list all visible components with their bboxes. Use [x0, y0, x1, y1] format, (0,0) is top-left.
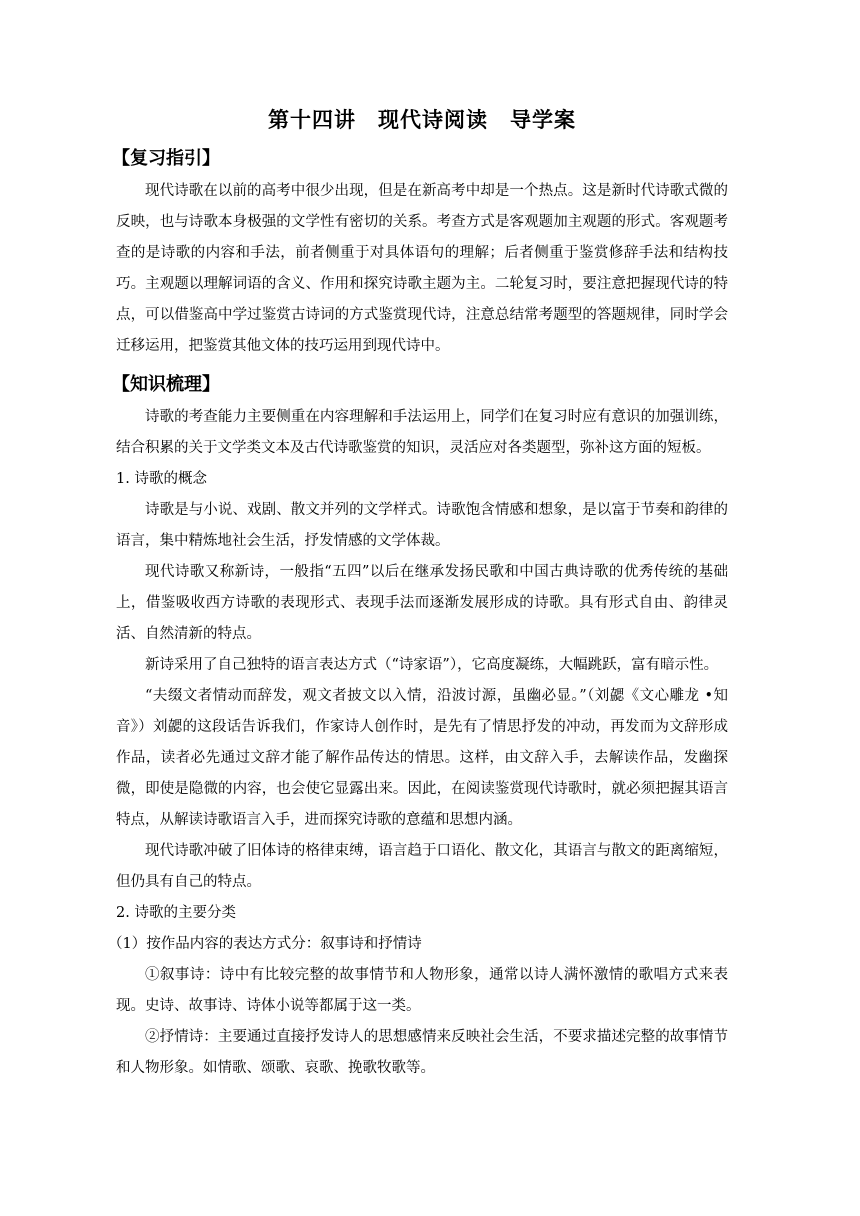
sub-item-label: （1）按作品内容的表达方式分：叙事诗和抒情诗: [108, 936, 422, 952]
paragraph: 新诗采用了自己独特的语言表达方式（“诗家语”），它高度凝练，大幅跳跃，富有暗示性。: [145, 657, 719, 673]
section-heading-knowledge: 【知识梳理】: [112, 374, 220, 395]
page-title: 第十四讲 现代诗阅读 导学案: [268, 108, 576, 132]
paragraph: 现代诗歌在以前的高考中很少出现，但是在新高考中却是一个热点。这是新时代诗歌式微的反映，也与诗歌本身极强的文学性有密切的关系。考查方式是客观题加主观题的形式。客观题考查的是诗歌的内容和手法，前者侧重于对具体语句的理解；后者侧重于鉴赏修辞手法和结构技巧。主观题以理解词语的含义、作用和探究诗歌主题为主。二轮复习时，要注意把握现代诗的特点，可以借鉴高中学过鉴赏古诗词的方式鉴赏现代诗，注意总结常考题型的答题规律，同时学会迁移运用，把鉴赏其他文体的技巧运用到现代诗中。: [116, 183, 728, 354]
item-label-poetry-classification: 2. 诗歌的主要分类: [116, 905, 236, 921]
paragraph: ②抒情诗：主要通过直接抒发诗人的思想感情来反映社会生活，不要求描述完整的故事情节和人物形象。如情歌、颂歌、哀歌、挽歌牧歌等。: [116, 1029, 728, 1076]
paragraph: 现代诗歌又称新诗，一般指“五四”以后在继承发扬民歌和中国古典诗歌的优秀传统的基础上，借鉴吸收西方诗歌的表现形式、表现手法而逐渐发展形成的诗歌。具有形式自由、韵律灵活、自然清新的特点。: [116, 564, 728, 642]
paragraph: 诗歌是与小说、戏剧、散文并列的文学样式。诗歌饱含情感和想象，是以富于节奏和韵律的语言，集中精炼地社会生活，抒发情感的文学体裁。: [116, 502, 728, 549]
paragraph: “夫缀文者情动而辞发，观文者披文以入情，沿波讨源，虽幽必显。”（刘勰《文心雕龙 •知音》）刘勰的这段话告诉我们，作家诗人创作时，是先有了情思抒发的冲动，再发而为文辞形成作品，读者必先通过文辞才能了解作品传达的情思。这样，由文辞入手，去解读作品，发幽探微，即使是隐微的内容，也会使它显露出来。因此，在阅读鉴赏现代诗歌时，就必须把握其语言特点，从解读诗歌语言入手，进而探究诗歌的意蕴和思想内涵。: [116, 688, 728, 828]
item-label-poetry-concept: 1. 诗歌的概念: [116, 471, 207, 487]
section-heading-review-guide: 【复习指引】: [112, 148, 220, 169]
paragraph: 现代诗歌冲破了旧体诗的格律束缚，语言趋于口语化、散文化，其语言与散文的距离缩短，但仍具有自己的特点。: [116, 843, 728, 890]
paragraph: 诗歌的考查能力主要侧重在内容理解和手法运用上，同学们在复习时应有意识的加强训练，结合积累的关于文学类文本及古代诗歌鉴赏的知识，灵活应对各类题型，弥补这方面的短板。: [116, 409, 728, 456]
paragraph: ①叙事诗：诗中有比较完整的故事情节和人物形象，通常以诗人满怀激情的歌唱方式来表现。史诗、故事诗、诗体小说等都属于这一类。: [116, 967, 728, 1014]
